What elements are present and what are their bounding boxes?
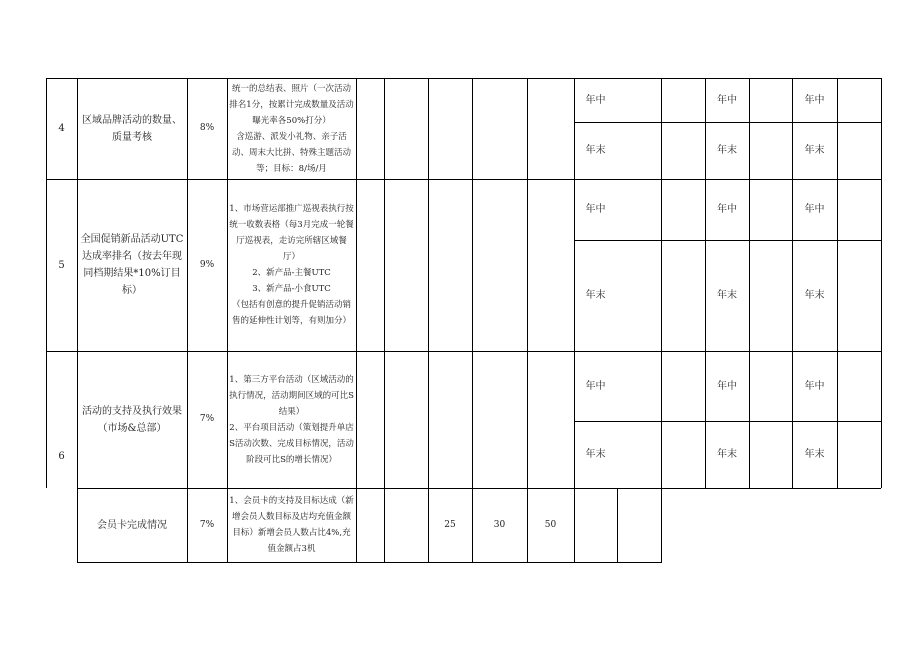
score-value: 25 [444,519,456,530]
period-midyear-label: 年中 [717,380,737,392]
col-line-s11 [837,78,838,488]
row-criteria: 1、第三方平台活动（区域活动的执行情况，活动期间区域的可比S结果） 2、平台项目活动（策划提升单店S活动次数、完成目标情况，活动阶段可比S的增长情况） [229,374,354,465]
period-midyear-label: 年中 [804,204,825,215]
period-midyear-label: 年中 [804,380,825,392]
period-yearend-label: 年末 [585,449,606,460]
row-index: 4 [58,123,65,134]
period-yearend-label: 年末 [804,290,825,301]
border-bottom [77,562,662,563]
score-value: 30 [493,519,506,530]
period-yearend-label: 年末 [717,290,737,301]
row-weight: 8% [199,123,215,133]
row-weight: 7% [199,414,215,424]
period-midyear-label: 年中 [804,94,825,106]
period-yearend-label: 年末 [804,449,825,460]
period-midyear-label: 年中 [585,380,606,392]
col-line-s9 [749,78,750,488]
col-line-s1 [384,78,385,562]
row-item-name: 活动的支持及执行效果（市场&总部） [82,405,182,434]
period-midyear-label: 年中 [717,94,737,106]
col-line-criteria-r [356,78,357,562]
col-line-name [77,78,78,562]
row-item-name: 全国促销新品活动UTC达成率排名（按去年现同档期结果*10%订目标） [80,234,184,296]
period-yearend-label: 年末 [585,145,606,156]
period-yearend-label: 年末 [717,449,737,460]
row-item-name: 会员卡完成情况 [97,519,167,531]
row-index: 5 [58,259,65,271]
period-yearend-label: 年末 [585,290,606,301]
period-midyear-label: 年中 [585,204,606,215]
col-line-criteria-l [227,78,228,562]
period-midyear-label: 年中 [585,94,606,106]
period-yearend-label: 年末 [804,145,825,156]
col-line-s7 [661,78,662,562]
period-midyear-label: 年中 [717,204,737,215]
col-line-right [881,78,882,488]
period-yearend-label: 年末 [717,145,737,156]
row-index: 6 [58,451,65,462]
row-criteria: 1、会员卡的支持及目标达成（新增会员人数目标及店均充值金额目标）新增会员人数占比4%,充值金额占3机 [229,496,354,554]
row-weight: 7% [199,519,215,530]
row-criteria: 1、市场营运部推广巡视表执行按统一收数表格（每3月完成一轮餐厅巡视表，走访完所辖区域餐厅） 2、新产品-主餐UTC 3、新产品-小食UTC （包括有创意的提升促销活动销售的延伸性计划等，有则加分） [229,204,354,326]
col-line-s6 [617,488,618,562]
row-item-name: 区域品牌活动的数量、质量考核 [82,114,182,143]
score-value: 50 [544,519,557,530]
row-weight: 9% [199,259,215,270]
row-criteria: 统一的总结表、照片（一次活动排名1分，按累计完成数量及活动曝光率各50%打分） 含巡游、派发小礼物、亲子活动、周末大比拼、特殊主题活动等；目标：8/场/月 [229,83,354,174]
